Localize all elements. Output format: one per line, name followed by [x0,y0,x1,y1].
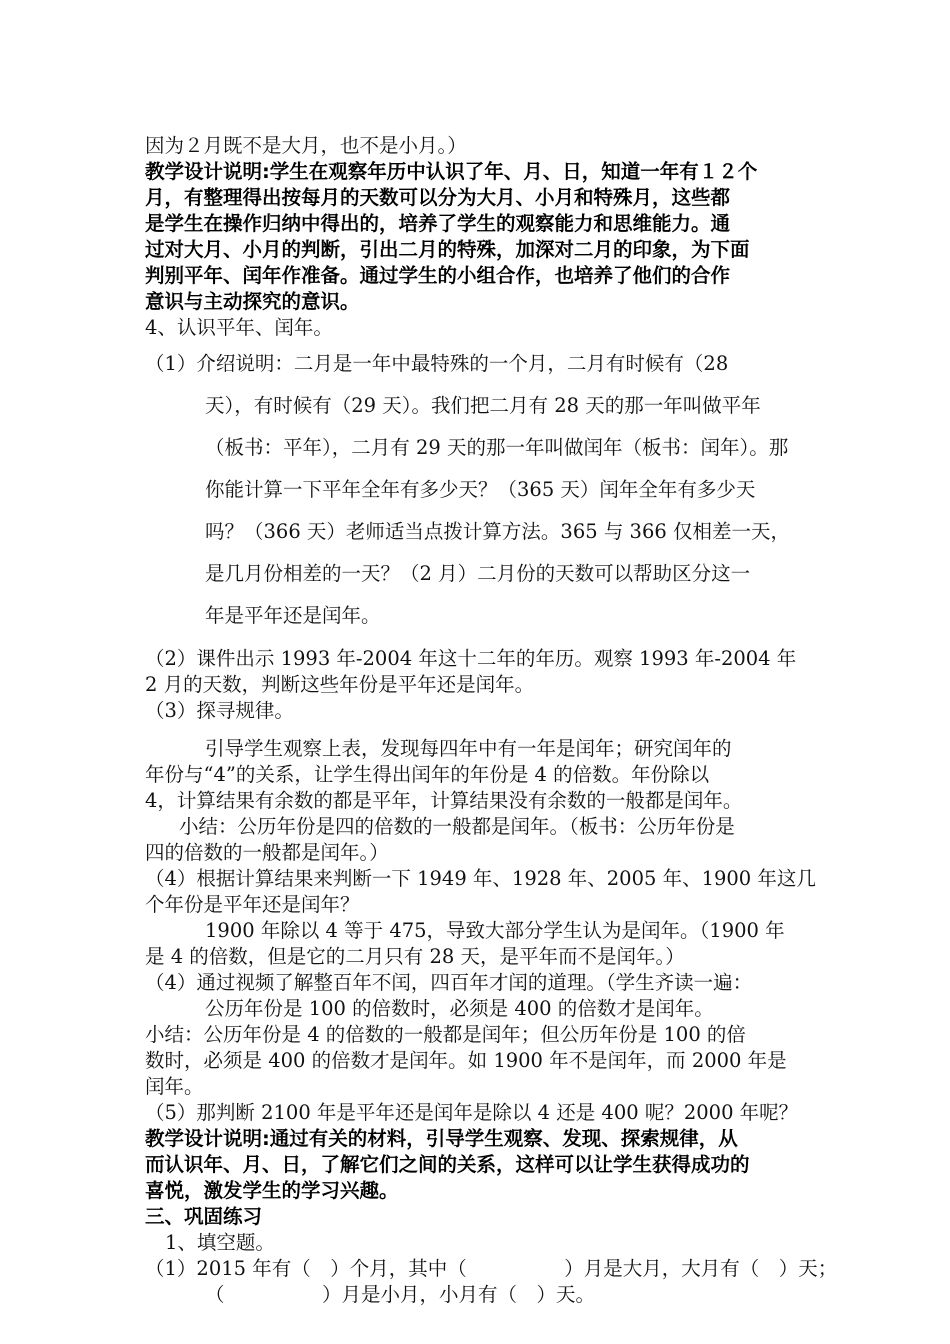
exercise-line: （ ）月是小月，小月有（ ）天。 [205,1283,596,1306]
design-note-line: 教学设计说明:学生在观察年历中认识了年、月、日，知道一年有１２个 [145,160,758,183]
text-line: 闰年。 [145,1075,204,1098]
section-heading: 4、认识平年、闰年。 [145,316,333,339]
design-note-line: 判别平年、闰年作准备。通过学生的小组合作，也培养了他们的合作 [145,264,731,287]
text-line: （4）根据计算结果来判断一下 1949 年、1928 年、2005 年、1900 年这几 [145,867,816,890]
text-line: 年份与“4”的关系，让学生得出闰年的年份是 4 的倍数。年份除以 [145,763,710,786]
text-line: 你能计算一下平年全年有多少天？（365 天）闰年全年有多少天 [205,478,756,501]
text-line: 天），有时候有（29 天）。我们把二月有 28 天的那一年叫做平年 [205,394,761,417]
text-line: 吗？（366 天）老师适当点拨计算方法。365 与 366 仅相差一天， [205,520,790,543]
summary-line: 小结：公历年份是四的倍数的一般都是闰年。（板书：公历年份是 [179,815,735,838]
design-note-line: 意识与主动探究的意识。 [145,290,360,313]
text-line: （2）课件出示 1993 年-2004 年这十二年的年历。观察 1993 年-2004 年 [145,647,797,670]
design-note-line: 过对大月、小月的判断，引出二月的特殊，加深对二月的印象，为下面 [145,238,750,261]
design-note-line: 月，有整理得出按每月的天数可以分为大月、小月和特殊月，这些都 [145,186,731,209]
text-line: 年是平年还是闰年。 [205,604,381,627]
text-line: （4）通过视频了解整百年不闰，四百年才闰的道理。（学生齐读一遍： [145,971,753,994]
summary-line: 小结：公历年份是 4 的倍数的一般都是闰年；但公历年份是 100 的倍 [145,1023,746,1046]
text-line: 四的倍数的一般都是闰年。） [145,841,389,864]
design-note-line: 喜悦，激发学生的学习兴趣。 [145,1179,399,1202]
exercise-heading: 1、填空题。 [165,1231,275,1254]
text-line: 1900 年除以 4 等于 475，导致大部分学生认为是闰年。（1900 年 [205,919,785,942]
text-line: 2 月的天数，判断这些年份是平年还是闰年。 [145,673,535,696]
design-note-line: 教学设计说明:通过有关的材料，引导学生观察、发现、探索规律，从 [145,1127,738,1150]
text-line: 公历年份是 100 的倍数时，必须是 400 的倍数才是闰年。 [205,997,714,1020]
text-line: 因为２月既不是大月，也不是小月。） [145,134,467,157]
text-line: 个年份是平年还是闰年？ [145,893,360,916]
design-note-line: 而认识年、月、日，了解它们之间的关系，这样可以让学生获得成功的 [145,1153,750,1176]
text-line: （1）介绍说明：二月是一年中最特殊的一个月，二月有时候有（28 [145,352,729,375]
text-line: 是 4 的倍数，但是它的二月只有 28 天，是平年而不是闰年。） [145,945,685,968]
exercise-line: （1）2015 年有（ ）个月，其中（ ）月是大月，大月有（ ）天； [145,1257,838,1280]
text-line: 是几月份相差的一天？（2 月）二月份的天数可以帮助区分这一 [205,562,751,585]
design-note-line: 是学生在操作归纳中得出的，培养了学生的观察能力和思维能力。通 [145,212,731,235]
text-line: 数时，必须是 400 的倍数才是闰年。如 1900 年不是闰年，而 2000 年是 [145,1049,787,1072]
text-line: （5）那判断 2100 年是平年还是闰年是除以 4 还是 400 呢？2000 年呢？ [145,1101,799,1124]
text-line: 引导学生观察上表，发现每四年中有一年是闰年；研究闰年的 [205,737,732,760]
section-heading: 三、巩固练习 [145,1205,263,1228]
text-line: （板书：平年），二月有 29 天的那一年叫做闰年（板书：闰年）。那 [205,436,789,459]
text-line: （3）探寻规律。 [145,699,294,722]
text-line: 4，计算结果有余数的都是平年，计算结果没有余数的一般都是闰年。 [145,789,743,812]
